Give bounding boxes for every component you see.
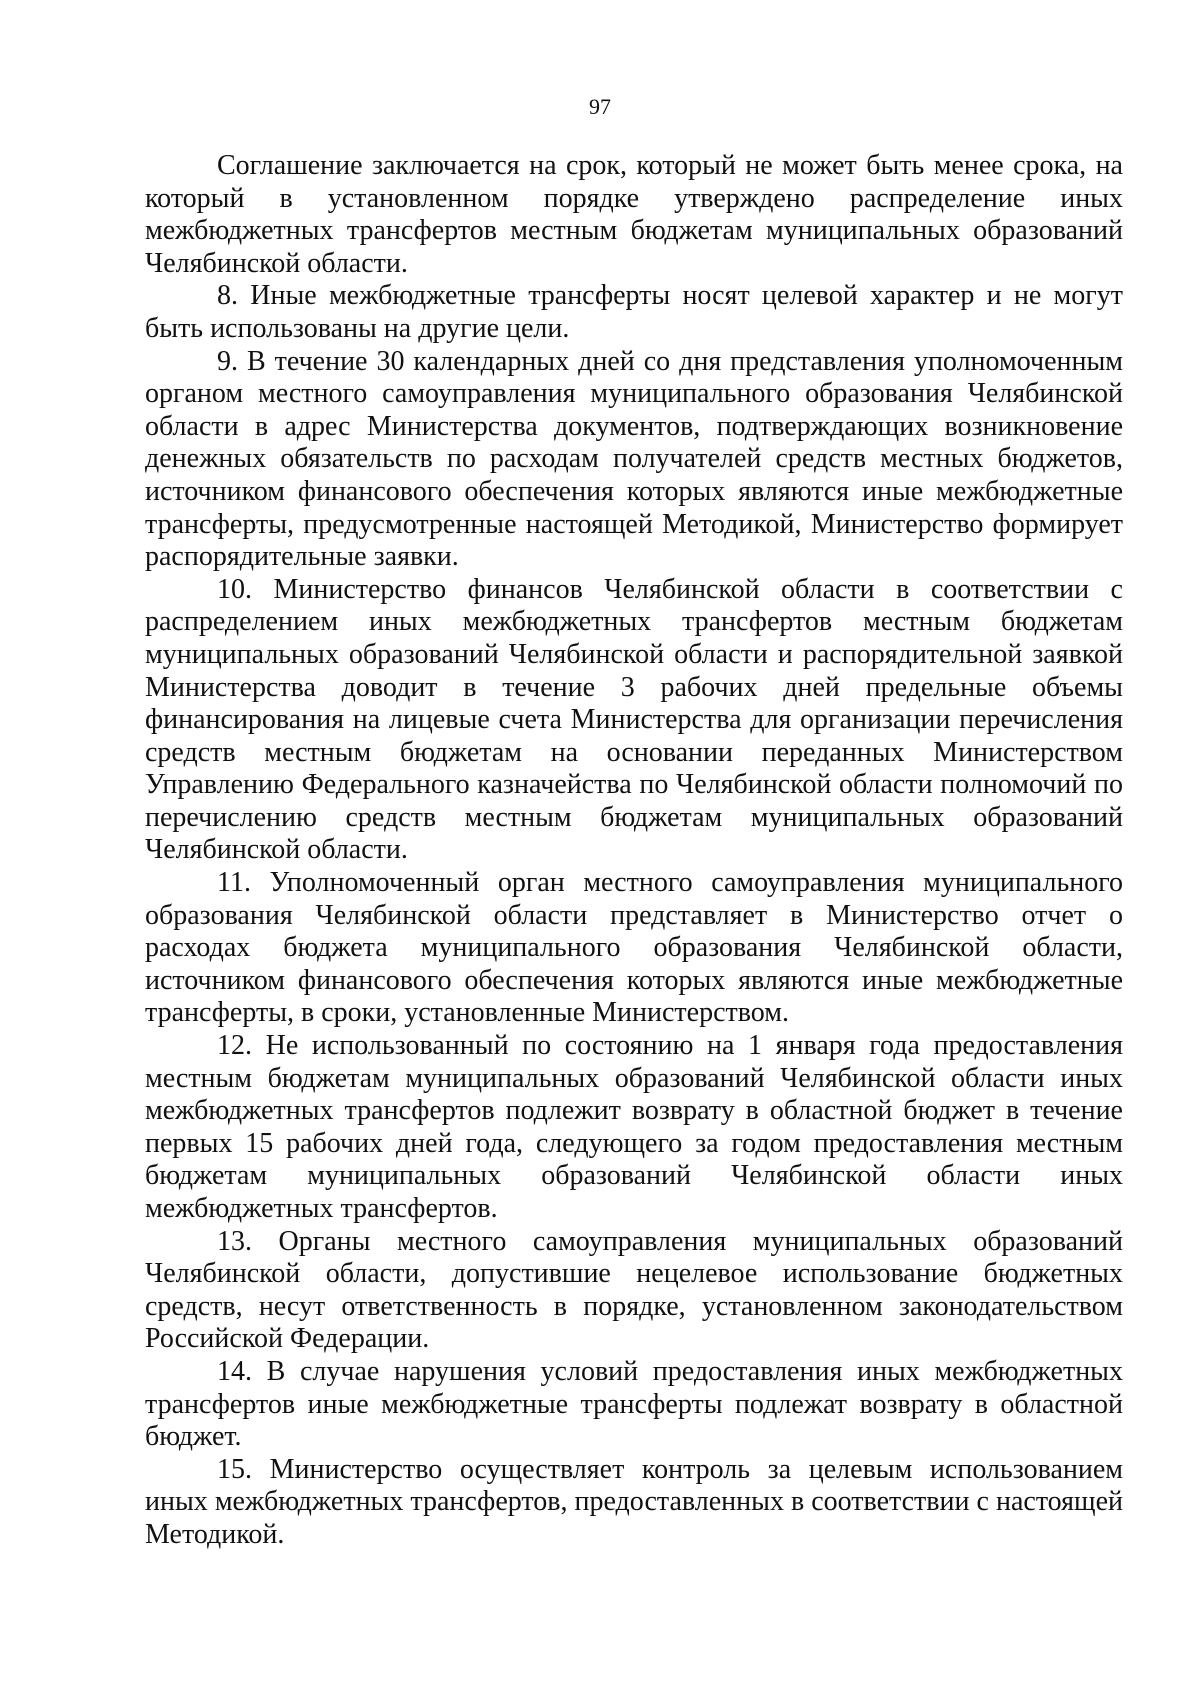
paragraph-15-control: 15. Министерство осуществляет контроль за целевым использованием иных межбюджетных трансфертов, предоставленных в соответствии с настоящей Методикой.: [145, 1453, 1123, 1550]
paragraph-10-financing-limits: 10. Министерство финансов Челябинской области в соответствии с распределением иных межбюджетных трансфертов местным бюджетам муниципальных образований Челябинской области и распорядительной заявкой Министерства доводит в течение 3 рабочих дней предельные объемы финансирования на лицевые счета Министерства для организации перечисления средств местным бюджетам на основании переданных Министерством Управлению Федерального казначейства по Челябинской области полномочий по перечислению средств местным бюджетам муниципальных образований Челябинской области.: [145, 573, 1123, 866]
page-number: 97: [589, 94, 611, 119]
paragraph-13-responsibility: 13. Органы местного самоуправления муниципальных образований Челябинской области, допустившие нецелевое использование бюджетных средств, несут ответственность в порядке, установленном законодательством Российской Федерации.: [145, 1225, 1123, 1355]
paragraph-11-reporting: 11. Уполномоченный орган местного самоуправления муниципального образования Челябинской области представляет в Министерство отчет о расходах бюджета муниципального образования Челябинской области, источником финансового обеспечения которых являются иные межбюджетные трансферты, в сроки, установленные Министерством.: [145, 867, 1123, 1029]
paragraph-8-target-purpose: 8. Иные межбюджетные трансферты носят целевой характер и не могут быть использованы на другие цели.: [145, 280, 1123, 344]
paragraph-agreement-term: Соглашение заключается на срок, который не может быть менее срока, на который в установленном порядке утверждено распределение иных межбюджетных трансфертов местным бюджетам муниципальных образований Челябинской области.: [145, 150, 1123, 279]
paragraph-9-payment-requests: 9. В течение 30 календарных дней со дня представления уполномоченным органом местного самоуправления муниципального образования Челябинской области в адрес Министерства документов, подтверждающих возникновение денежных обязательств по расходам получателей средств местных бюджетов, источником финансового обеспечения которых являются иные межбюджетные трансферты, предусмотренные настоящей Методикой, Министерство формирует распорядительные заявки.: [145, 345, 1123, 573]
document-body: [145, 150, 1123, 1552]
paragraph-12-unused-funds-return: 12. Не использованный по состоянию на 1 января года предоставления местным бюджетам муниципальных образований Челябинской области иных межбюджетных трансфертов подлежит возврату в областной бюджет в течение первых 15 рабочих дней года, следующего за годом предоставления местным бюджетам муниципальных образований Челябинской области иных межбюджетных трансфертов.: [145, 1030, 1123, 1224]
paragraph-14-violation-return: 14. В случае нарушения условий предоставления иных межбюджетных трансфертов иные межбюджетные трансферты подлежат возврату в областной бюджет.: [145, 1355, 1123, 1453]
